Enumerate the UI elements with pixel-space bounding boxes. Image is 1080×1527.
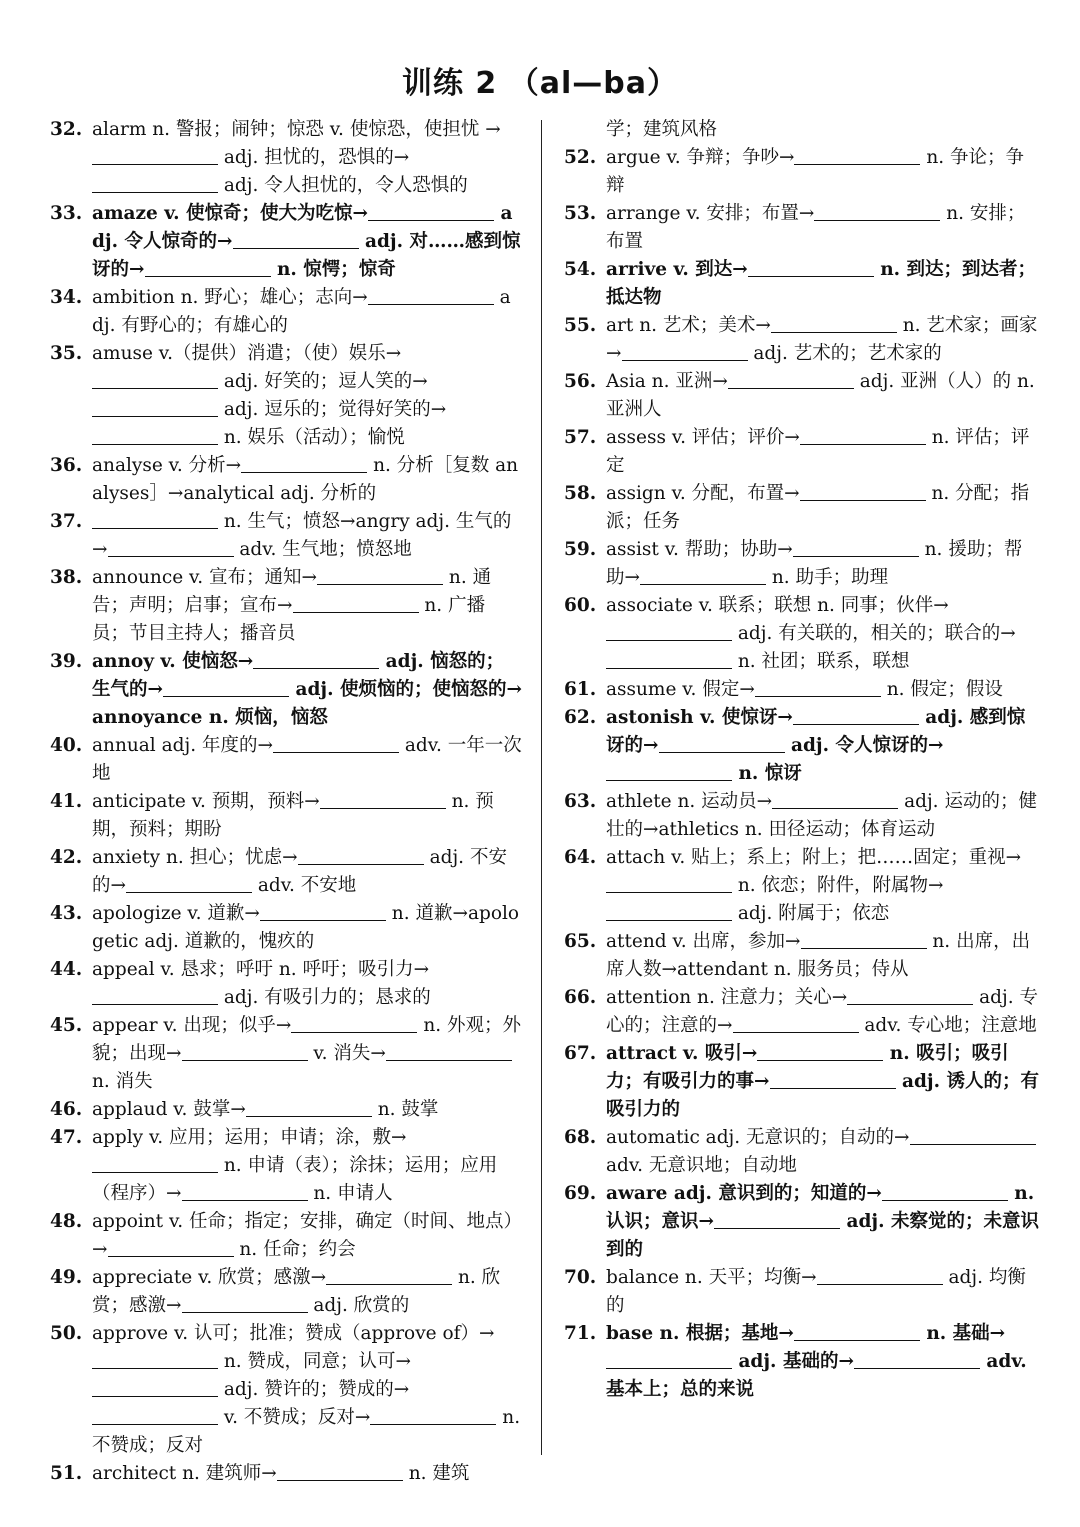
answer-blank[interactable] [92, 174, 218, 193]
entry-number: 38. [50, 567, 83, 588]
entry-number: 59. [564, 539, 597, 560]
vocab-entry [48, 732, 522, 788]
answer-blank[interactable] [622, 342, 748, 361]
vocab-entry [48, 508, 522, 564]
vocab-entry [48, 284, 522, 340]
vocab-entry [562, 704, 1040, 788]
answer-blank[interactable] [320, 790, 446, 809]
vocab-entry [48, 1320, 522, 1460]
entry-number: 69. [564, 1183, 597, 1204]
answer-blank[interactable] [755, 678, 881, 697]
entry-number: 49. [50, 1267, 83, 1288]
entry-text: Asia n. 亚洲→ adj. 亚洲（人）的 n. 亚洲人 [606, 371, 1035, 420]
entry-text: alarm n. 警报；闹钟；惊恐 v. 使惊恐，使担忧 → adj. 担忧的，恐惧的→ adj. 令人担忧的，令人恐惧的 [92, 119, 501, 196]
entry-number: 70. [564, 1267, 597, 1288]
answer-blank[interactable] [606, 762, 732, 781]
entry-number: 44. [50, 959, 83, 980]
answer-blank[interactable] [757, 1042, 883, 1061]
vocab-entry [562, 1320, 1040, 1404]
vocab-entry [562, 1264, 1040, 1320]
answer-blank[interactable] [770, 1070, 896, 1089]
vocab-entry [562, 984, 1040, 1040]
entry-number: 53. [564, 203, 597, 224]
answer-blank[interactable] [847, 986, 973, 1005]
answer-blank[interactable] [326, 1266, 452, 1285]
answer-blank[interactable] [298, 846, 424, 865]
answer-blank[interactable] [246, 1098, 372, 1117]
answer-blank[interactable] [182, 1182, 308, 1201]
entry-number: 39. [50, 651, 83, 672]
vocab-entry [48, 1208, 522, 1264]
entry-number: 61. [564, 679, 597, 700]
answer-blank[interactable] [748, 258, 874, 277]
entry-number: 35. [50, 343, 83, 364]
left-column [48, 116, 522, 1488]
answer-blank[interactable] [772, 790, 898, 809]
entry-text: amaze v. 使惊奇；使大为吃惊→ adj. 令人惊奇的→ adj. 对……感到惊讶的→ n. 惊愕；惊奇 [92, 203, 521, 280]
answer-blank[interactable] [108, 538, 234, 557]
answer-blank[interactable] [293, 594, 419, 613]
entry-text: annual adj. 年度的→ adv. 一年一次地 [92, 735, 522, 784]
answer-blank[interactable] [368, 202, 494, 221]
answer-blank[interactable] [606, 902, 732, 921]
answer-blank[interactable] [163, 678, 289, 697]
entry-text: amuse v.（提供）消遣；（使）娱乐→ adj. 好笑的；逗人笑的→ adj. 逗乐的；觉得好笑的→ n. 娱乐（活动）；愉悦 [92, 343, 447, 448]
answer-blank[interactable] [640, 566, 766, 585]
entry-text: assist v. 帮助；协助→ n. 援助；帮助→ n. 助手；助理 [606, 539, 1023, 588]
entry-text: appreciate v. 欣赏；感激→ n. 欣赏；感激→ adj. 欣赏的 [92, 1267, 501, 1316]
vocab-entry [562, 1180, 1040, 1264]
vocab-entry [48, 1264, 522, 1320]
answer-blank[interactable] [793, 706, 919, 725]
entry-text: arrive v. 到达→ n. 到达；到达者；抵达物 [606, 259, 1037, 308]
entry-number: 37. [50, 511, 83, 532]
vocab-entry [48, 648, 522, 732]
vocab-entry [562, 592, 1040, 676]
answer-blank[interactable] [92, 1378, 218, 1397]
entry-text: assess v. 评估；评价→ n. 评估；评定 [606, 427, 1030, 476]
column-divider [541, 120, 542, 1455]
vocab-entry [48, 788, 522, 844]
vocab-entry [562, 1040, 1040, 1124]
entry-number: 55. [564, 315, 597, 336]
answer-blank[interactable] [606, 650, 732, 669]
entry-text: anxiety n. 担心；忧虑→ adj. 不安的→ adv. 不安地 [92, 847, 507, 896]
answer-blank[interactable] [882, 1182, 1008, 1201]
vocab-entry [562, 368, 1040, 424]
answer-blank[interactable] [108, 1238, 234, 1257]
entry-text: base n. 根据；基地→ n. 基础→ adj. 基础的→ adv. 基本上；总的来说 [606, 1323, 1027, 1400]
answer-blank[interactable] [714, 1210, 840, 1229]
vocab-entry [562, 788, 1040, 844]
entry-text: assume v. 假定→ n. 假定；假设 [606, 679, 1003, 700]
entry-number: 68. [564, 1127, 597, 1148]
entry-text: architect n. 建筑师→ n. 建筑 [92, 1463, 470, 1484]
entry-number: 43. [50, 903, 83, 924]
answer-blank[interactable] [814, 202, 940, 221]
entry-text: balance n. 天平；均衡→ adj. 均衡的 [606, 1267, 1026, 1316]
answer-blank[interactable] [368, 286, 494, 305]
answer-blank[interactable] [241, 454, 367, 473]
vocab-entry [48, 200, 522, 284]
entry-number: 47. [50, 1127, 83, 1148]
answer-blank[interactable] [92, 426, 218, 445]
entry-number: 62. [564, 707, 597, 728]
vocab-entry [48, 564, 522, 648]
vocab-entry [48, 900, 522, 956]
answer-blank[interactable] [92, 1154, 218, 1173]
entry-number: 58. [564, 483, 597, 504]
answer-blank[interactable] [793, 538, 919, 557]
entry-text: art n. 艺术；美术→ n. 艺术家；画家→ adj. 艺术的；艺术家的 [606, 315, 1038, 364]
entry-text: analyse v. 分析→ n. 分析［复数 analyses］→analytical adj. 分析的 [92, 455, 519, 504]
vocab-entry [562, 424, 1040, 480]
entry-number: 45. [50, 1015, 83, 1036]
answer-blank[interactable] [386, 1042, 512, 1061]
answer-blank[interactable] [277, 1462, 403, 1481]
answer-blank[interactable] [92, 510, 218, 529]
entry-number: 71. [564, 1323, 597, 1344]
answer-blank[interactable] [92, 146, 218, 165]
vocab-entry [562, 116, 1040, 144]
answer-blank[interactable] [794, 146, 920, 165]
answer-blank[interactable] [260, 902, 386, 921]
entry-number: 34. [50, 287, 83, 308]
answer-blank[interactable] [801, 930, 927, 949]
vocab-entry [562, 200, 1040, 256]
entry-text: attract v. 吸引→ n. 吸引；吸引力；有吸引力的事→ adj. 诱人的；有吸引力的 [606, 1043, 1039, 1120]
entry-number: 54. [564, 259, 597, 280]
entry-number: 36. [50, 455, 83, 476]
answer-blank[interactable] [606, 1350, 732, 1369]
vocab-entry [48, 956, 522, 1012]
answer-blank[interactable] [854, 1350, 980, 1369]
entry-text: announce v. 宣布；通知→ n. 通告；声明；启事；宣布→ n. 广播员；节目主持人；播音员 [92, 567, 492, 644]
answer-blank[interactable] [800, 482, 926, 501]
answer-blank[interactable] [910, 1126, 1036, 1145]
answer-blank[interactable] [370, 1406, 496, 1425]
answer-blank[interactable] [606, 622, 732, 641]
entry-text: associate v. 联系；联想 n. 同事；伙伴→ adj. 有关联的，相关的；联合的→ n. 社团；联系，联想 [606, 595, 1016, 672]
entry-number: 50. [50, 1323, 83, 1344]
entry-number: 32. [50, 119, 83, 140]
answer-blank[interactable] [291, 1014, 417, 1033]
entry-number: 57. [564, 427, 597, 448]
answer-blank[interactable] [817, 1266, 943, 1285]
entry-number: 46. [50, 1099, 83, 1120]
vocab-entry [48, 1124, 522, 1208]
entry-number: 66. [564, 987, 597, 1008]
vocab-entry [562, 676, 1040, 704]
entry-text: annoy v. 使恼怒→ adj. 恼怒的；生气的→ adj. 使烦恼的；使恼怒的→annoyance n. 烦恼，恼怒 [92, 651, 522, 728]
entry-text: attend v. 出席，参加→ n. 出席，出席人数→attendant n. 服务员；侍从 [606, 931, 1031, 980]
entry-text: attach v. 贴上；系上；附上；把……固定；重视→ n. 依恋；附件，附属物→ adj. 附属于；依恋 [606, 847, 1022, 924]
entry-number: 41. [50, 791, 83, 812]
answer-blank[interactable] [145, 258, 271, 277]
answer-blank[interactable] [233, 230, 359, 249]
answer-blank[interactable] [92, 398, 218, 417]
entry-text: 学；建筑风格 [606, 119, 718, 140]
vocab-entry [562, 256, 1040, 312]
entry-number: 52. [564, 147, 597, 168]
answer-blank[interactable] [771, 314, 897, 333]
entry-number: 33. [50, 203, 83, 224]
entry-text: astonish v. 使惊讶→ adj. 感到惊讶的→ adj. 令人惊讶的→ n. 惊讶 [606, 707, 1026, 784]
vocab-entry [562, 844, 1040, 928]
entry-number: 67. [564, 1043, 597, 1064]
vocab-entry [48, 340, 522, 452]
entry-number: 56. [564, 371, 597, 392]
entry-number: 65. [564, 931, 597, 952]
vocab-entry [562, 480, 1040, 536]
entry-text: apply v. 应用；运用；申请；涂，敷→ n. 申请（表）；涂抹；运用；应用（程序）→ n. 申请人 [92, 1127, 498, 1204]
entry-text: attention n. 注意力；关心→ adj. 专心的；注意的→ adv. 专心地；注意地 [606, 987, 1038, 1036]
answer-blank[interactable] [800, 426, 926, 445]
entry-number: 51. [50, 1463, 83, 1484]
entry-number: 64. [564, 847, 597, 868]
entry-text: apologize v. 道歉→ n. 道歉→apologetic adj. 道歉的，愧疚的 [92, 903, 520, 952]
answer-blank[interactable] [182, 1042, 308, 1061]
entry-text: assign v. 分配，布置→ n. 分配；指派；任务 [606, 483, 1030, 532]
entry-number: 40. [50, 735, 83, 756]
vocab-entry [48, 116, 522, 200]
vocab-entry [48, 1096, 522, 1124]
entry-text: automatic adj. 无意识的；自动的→ adv. 无意识地；自动地 [606, 1127, 1036, 1176]
entry-text: arrange v. 安排；布置→ n. 安排；布置 [606, 203, 1026, 252]
vocab-entry [48, 1012, 522, 1096]
entry-text: ambition n. 野心；雄心；志向→ adj. 有野心的；有雄心的 [92, 287, 511, 336]
entry-text: appoint v. 任命；指定；安排，确定（时间、地点）→ n. 任命；约会 [92, 1211, 513, 1260]
answer-blank[interactable] [126, 874, 252, 893]
entry-text: athlete n. 运动员→ adj. 运动的；健壮的→athletics n. 田径运动；体育运动 [606, 791, 1037, 840]
entry-text: appeal v. 恳求；呼吁 n. 呼吁；吸引力→ adj. 有吸引力的；恳求的 [92, 959, 431, 1008]
answer-blank[interactable] [182, 1294, 308, 1313]
answer-blank[interactable] [273, 734, 399, 753]
entry-number: 63. [564, 791, 597, 812]
answer-blank[interactable] [92, 1350, 218, 1369]
entry-number: 42. [50, 847, 83, 868]
entry-text: aware adj. 意识到的；知道的→ n. 认识；意识→ adj. 未察觉的；未意识到的 [606, 1183, 1039, 1260]
entry-text: n. 生气；愤怒→angry adj. 生气的→ adv. 生气地；愤怒地 [92, 511, 512, 560]
answer-blank[interactable] [659, 734, 785, 753]
vocab-entry [48, 452, 522, 508]
vocab-entry [48, 1460, 522, 1488]
vocab-entry [562, 536, 1040, 592]
entry-number: 60. [564, 595, 597, 616]
answer-blank[interactable] [317, 566, 443, 585]
page-title: 训练 2 （al—ba） [401, 66, 678, 101]
entry-number: 48. [50, 1211, 83, 1232]
answer-blank[interactable] [728, 370, 854, 389]
right-column [562, 116, 1040, 1404]
vocab-entry [562, 1124, 1040, 1180]
vocab-entry [48, 844, 522, 900]
vocab-entry [562, 312, 1040, 368]
answer-blank[interactable] [606, 874, 732, 893]
answer-blank[interactable] [92, 370, 218, 389]
entry-text: appear v. 出现；似乎→ n. 外观；外貌；出现→ v. 消失→ n. 消失 [92, 1015, 521, 1092]
entry-text: applaud v. 鼓掌→ n. 鼓掌 [92, 1099, 439, 1120]
vocab-entry [562, 928, 1040, 984]
entry-text: approve v. 认可；批准；赞成（approve of）→ n. 赞成，同意；认可→ adj. 赞许的；赞成的→ v. 不赞成；反对→ n. 不赞成；反对 [92, 1323, 521, 1456]
answer-blank[interactable] [253, 650, 379, 669]
entry-text: anticipate v. 预期，预料→ n. 预期，预料；期盼 [92, 791, 494, 840]
vocab-entry [562, 144, 1040, 200]
answer-blank[interactable] [92, 986, 218, 1005]
answer-blank[interactable] [733, 1014, 859, 1033]
answer-blank[interactable] [92, 1406, 218, 1425]
answer-blank[interactable] [794, 1322, 920, 1341]
entry-text: argue v. 争辩；争吵→ n. 争论；争辩 [606, 147, 1025, 196]
